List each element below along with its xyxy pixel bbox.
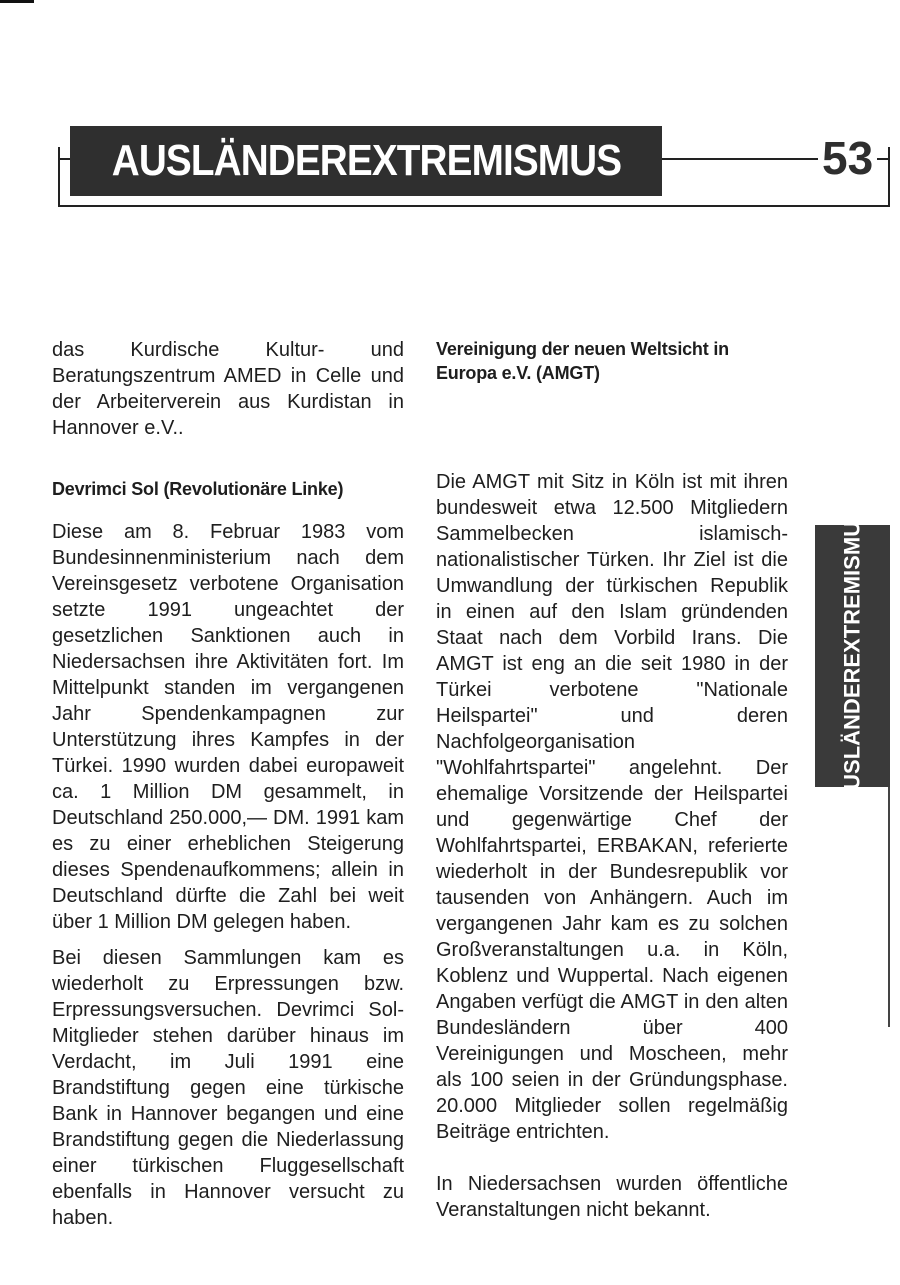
right-section-heading: Vereinigung der neuen Weltsicht in Europa e.V. (AMGT) <box>436 339 729 383</box>
side-tab-label: AUSLÄNDEREXTREMISMUS <box>839 506 865 806</box>
right-column <box>436 337 788 1233</box>
right-paragraph-2: In Niedersachsen wurden öffentliche Veranstaltungen nicht bekannt. <box>436 1173 788 1221</box>
crop-mark <box>0 0 34 3</box>
left-column <box>52 337 404 1241</box>
header-left-tick <box>58 147 60 207</box>
left-paragraph-1: Diese am 8. Februar 1983 vom Bundesinnenministerium nach dem Vereinsgesetz verbotene Organisation setzte 1991 ungeachtet der gesetzlichen Sanktionen auch in Niedersachsen ihre Aktivitäten fort. Im Mittelpunkt standen im vergangenen Jahr Spendenkampagnen zur Unterstützung ihres Kampfes in der Türkei. 1990 wurden dabei europaweit ca. 1 Million DM gesammelt, in Deutschland 250.000,— DM. 1991 kam es zu einer erheblichen Steigerung dieses Spendenaufkommens; allein in Deutschland dürfte die Zahl bei weit über 1 Million DM gelegen haben. <box>52 521 404 933</box>
side-rule <box>888 787 890 1027</box>
side-section-tab <box>815 506 890 806</box>
left-intro-paragraph: das Kurdische Kultur- und Beratungszentrum AMED in Celle und der Arbeiterverein aus Kurdistan in Hannover e.V.. <box>52 339 404 439</box>
right-paragraph-1: Die AMGT mit Sitz in Köln ist mit ihren bundesweit etwa 12.500 Mitgliedern Sammelbecken islamisch-nationalistischer Türken. Ihr Ziel ist die Umwandlung der türkischen Republik in einen auf den Islam gründenden Staat nach dem Vorbild Irans. Die AMGT ist eng an die seit 1980 in der Türkei verbotene "Nationale Heilspartei" und deren Nachfolgeorganisation "Wohlfahrtspartei" angelehnt. Der ehemalige Vorsitzende der Heilspartei und gegenwärtige Chef der Wohlfahrtspartei, ERBAKAN, referierte wiederholt in der Bundesrepublik vor tausenden von Anhängern. Auch im vergangenen Jahr kam es zu solchen Großveranstaltungen u.a. in Köln, Koblenz und Wuppertal. Nach eigenen Angaben verfügt die AMGT in den alten Bundesländern über 400 Vereinigungen und Moscheen, mehr als 100 seien in der Gründungsphase. 20.000 Mitglieder sollen regelmäßig Beiträge entrichten. <box>436 471 788 1143</box>
page-number: 53 <box>818 128 877 188</box>
left-paragraph-2: Bei diesen Sammlungen kam es wiederholt zu Erpressungen bzw. Erpressungsversuchen. Devrimci Sol-Mitglieder stehen darüber hinaus im Verdacht, im Juli 1991 eine Brandstiftung gegen eine türkische Bank in Hannover begangen und eine Brandstiftung gegen die Niederlassung einer türkischen Fluggesellschaft ebenfalls in Hannover versucht zu haben. <box>52 947 404 1229</box>
header-right-tick <box>888 147 890 207</box>
left-section-heading: Devrimci Sol (Revolutionäre Linke) <box>52 479 344 499</box>
header-bottom-rule <box>58 205 890 207</box>
header-title-band <box>70 126 662 196</box>
page-title: AUSLÄNDEREXTREMISMUS <box>111 136 621 185</box>
